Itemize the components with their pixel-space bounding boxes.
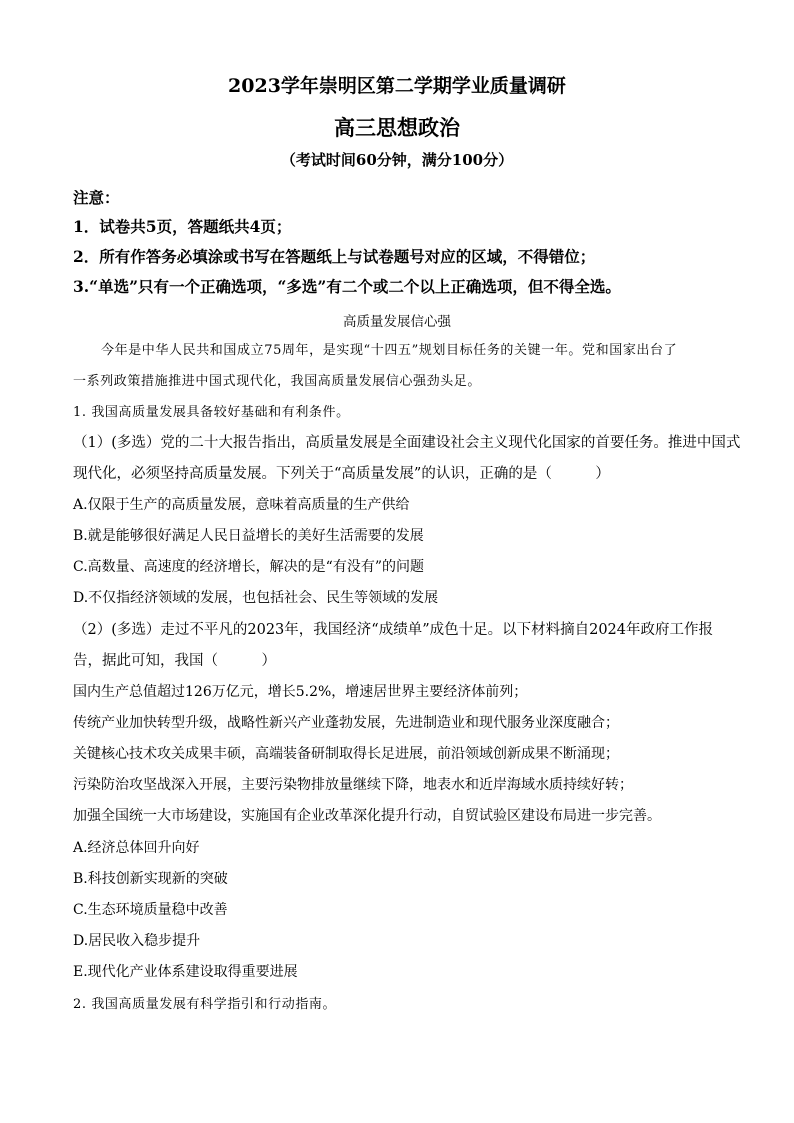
exam-info: （考试时间60分钟，满分100分） bbox=[280, 151, 514, 169]
question-1-2-option-c: C.生态环境质量稳中改善 bbox=[73, 902, 228, 918]
material-line-3: 关键核心技术攻关成果丰硕，高端装备研制取得长足进展，前沿领域创新成果不断涌现； bbox=[73, 746, 619, 762]
notice-heading: 注意： bbox=[73, 188, 120, 207]
question-1-1-line-1: （1）(多选）党的二十大报告指出，高质量发展是全面建设社会主义现代化国家的首要任务。推进中国式 bbox=[73, 435, 741, 451]
question-1-1-option-d: D.不仅指经济领域的发展，也包括社会、民生等领域的发展 bbox=[73, 590, 439, 606]
notice-item-3: 3.“单选”只有一个正确选项，“多选”有二个或二个以上正确选项，但不得全选。 bbox=[73, 277, 621, 296]
question-1-1-option-c: C.高数量、高速度的经济增长，解决的是“有没有”的问题 bbox=[73, 559, 424, 575]
section-title: 高质量发展信心强 bbox=[343, 314, 451, 330]
question-1-2-line-2: 告，据此可知，我国（ ） bbox=[73, 653, 276, 669]
question-1-2-option-d: D.居民收入稳步提升 bbox=[73, 933, 201, 949]
material-line-5: 加强全国统一大市场建设，实施国有企业改革深化提升行动，自贸试验区建设布局进一步完善。 bbox=[73, 808, 661, 824]
question-1-stem: 1. 我国高质量发展具备较好基础和有利条件。 bbox=[73, 405, 350, 420]
section-intro-line-2: 一系列政策措施推进中国式现代化，我国高质量发展信心强劲头足。 bbox=[73, 374, 482, 389]
question-2-stem: 2. 我国高质量发展有科学指引和行动指南。 bbox=[73, 997, 337, 1012]
question-1-1-option-a: A.仅限于生产的高质量发展，意味着高质量的生产供给 bbox=[73, 497, 410, 513]
material-line-4: 污染防治攻坚战深入开展，主要污染物排放量继续下降，地表水和近岸海域水质持续好转； bbox=[73, 777, 633, 793]
question-1-1-option-b: B.就是能够很好满足人民日益增长的美好生活需要的发展 bbox=[73, 528, 424, 544]
material-line-1: 国内生产总值超过126万亿元，增长5.2%，增速居世界主要经济体前列； bbox=[73, 684, 528, 700]
material-line-2: 传统产业加快转型升级，战略性新兴产业蓬勃发展，先进制造业和现代服务业深度融合； bbox=[73, 715, 619, 731]
section-intro-line-1: 今年是中华人民共和国成立75周年，是实现“十四五”规划目标任务的关键一年。党和国家出台了 bbox=[101, 343, 678, 358]
exam-title: 2023学年崇明区第二学期学业质量调研 bbox=[228, 75, 566, 97]
question-1-2-option-b: B.科技创新实现新的突破 bbox=[73, 871, 228, 887]
question-1-2-option-a: A.经济总体回升向好 bbox=[73, 840, 200, 856]
question-1-2-line-1: （2）(多选）走过不平凡的2023年，我国经济“成绩单”成色十足。以下材料摘自2024年政府工作报 bbox=[73, 622, 714, 638]
notice-item-1: 1．试卷共5页，答题纸共4页； bbox=[73, 217, 292, 236]
question-1-2-option-e: E.现代化产业体系建设取得重要进展 bbox=[73, 964, 298, 980]
question-1-1-line-2: 现代化，必须坚持高质量发展。下列关于“高质量发展”的认识，正确的是（ ） bbox=[73, 466, 610, 482]
subject-title: 高三思想政治 bbox=[334, 115, 460, 140]
notice-item-2: 2．所有作答务必填涂或书写在答题纸上与试卷题号对应的区域，不得错位； bbox=[73, 247, 596, 266]
